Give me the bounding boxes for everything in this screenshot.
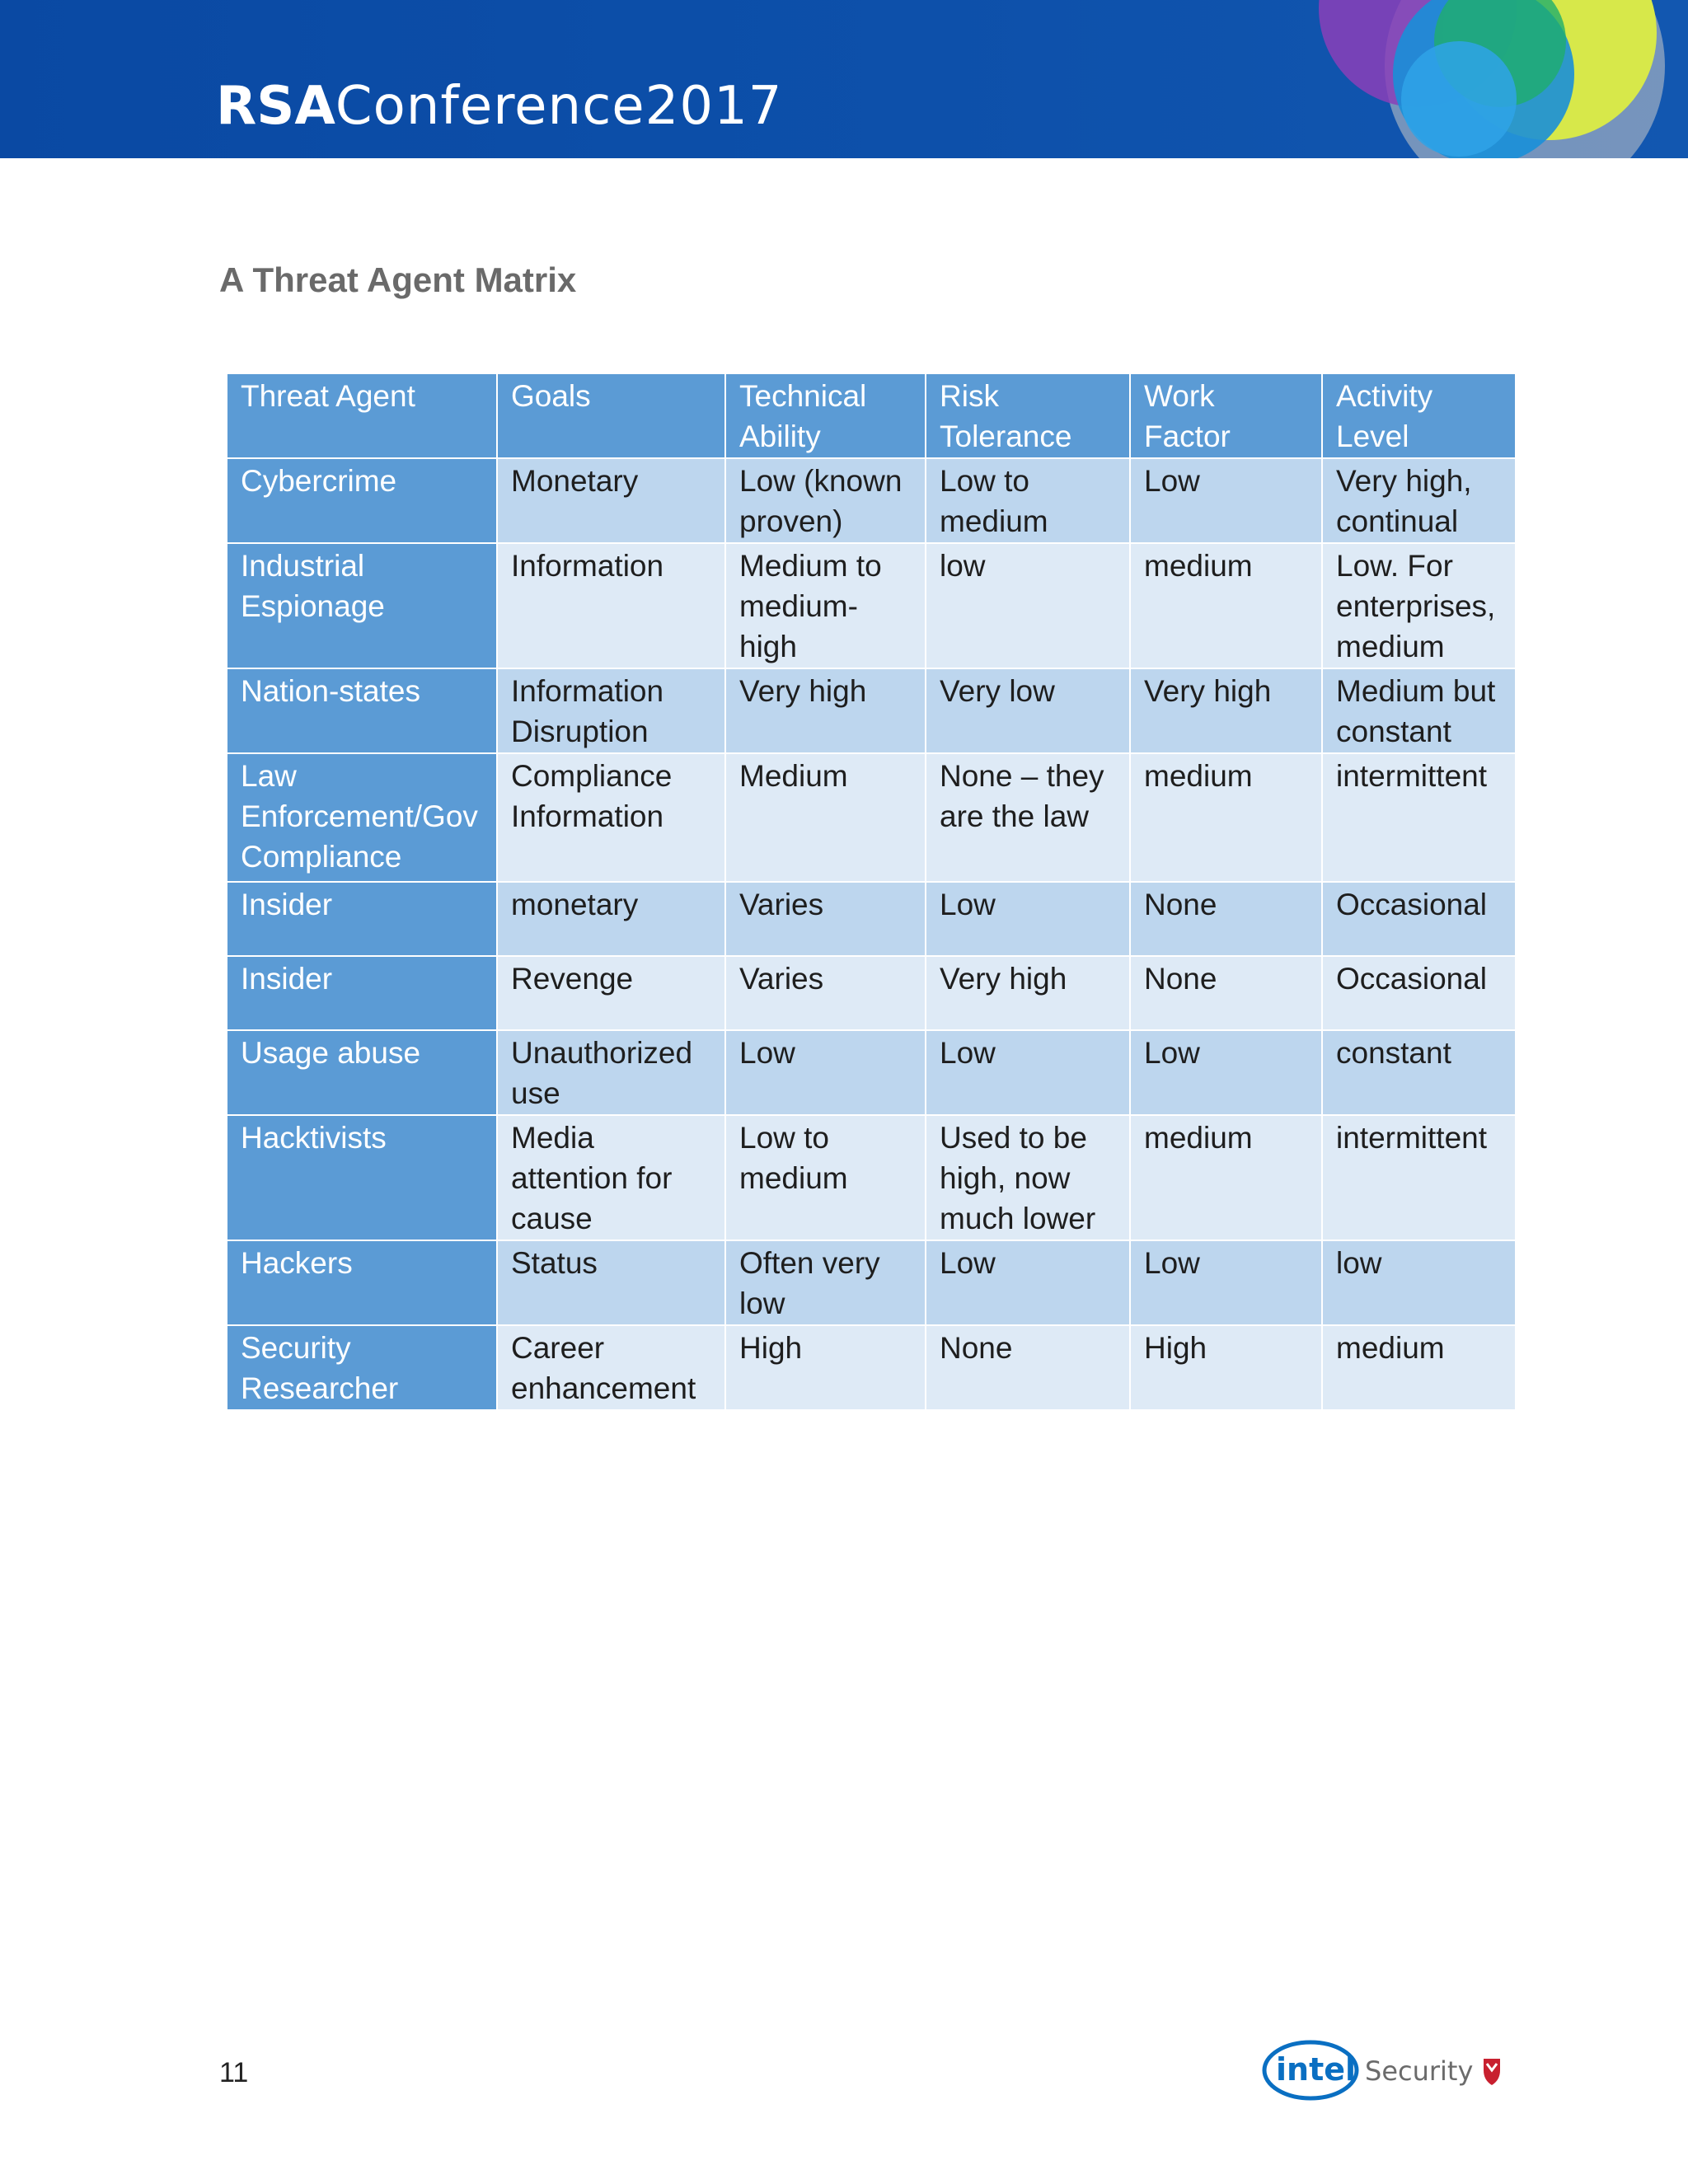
risk-tolerance-cell: Low (926, 882, 1130, 956)
header-threat-agent: Threat Agent (227, 373, 497, 458)
table-row (227, 956, 1516, 1030)
table-row (227, 1325, 1516, 1410)
decorative-circles-graphic (1319, 0, 1665, 158)
work-factor-cell: Low (1130, 458, 1322, 543)
logo-rsa-text: RSA (216, 76, 335, 137)
goals-cell: Information (497, 543, 725, 668)
technical-ability-cell: High (725, 1325, 926, 1410)
risk-tolerance-cell: low (926, 543, 1130, 668)
intel-brand-text: intel (1276, 2051, 1357, 2088)
threat-agent-cell: Security Researcher (227, 1325, 497, 1410)
table-row (227, 668, 1516, 753)
table-row (227, 1240, 1516, 1325)
activity-level-cell: medium (1322, 1325, 1516, 1410)
threat-agent-cell: Law Enforcement/Gov Compliance (227, 753, 497, 882)
work-factor-cell: Low (1130, 1240, 1322, 1325)
work-factor-cell: High (1130, 1325, 1322, 1410)
activity-level-cell: Occasional (1322, 882, 1516, 956)
activity-level-cell: intermittent (1322, 1115, 1516, 1240)
goals-cell: Revenge (497, 956, 725, 1030)
table-row (227, 458, 1516, 543)
goals-cell: Monetary (497, 458, 725, 543)
work-factor-cell: None (1130, 956, 1322, 1030)
activity-level-cell: Medium but constant (1322, 668, 1516, 753)
table-row (227, 543, 1516, 668)
technical-ability-cell: Varies (725, 882, 926, 956)
table-row (227, 1030, 1516, 1115)
goals-cell: Unauthorized use (497, 1030, 725, 1115)
risk-tolerance-cell: Very high (926, 956, 1130, 1030)
technical-ability-cell: Very high (725, 668, 926, 753)
threat-agent-cell: Insider (227, 956, 497, 1030)
header-goals: Goals (497, 373, 725, 458)
technical-ability-cell: Low (725, 1030, 926, 1115)
rsa-conference-logo (216, 76, 783, 142)
work-factor-cell: None (1130, 882, 1322, 956)
table-row (227, 1115, 1516, 1240)
goals-cell: Media attention for cause (497, 1115, 725, 1240)
table-header-row (227, 373, 1516, 458)
risk-tolerance-cell: Low (926, 1030, 1130, 1115)
work-factor-cell: Very high (1130, 668, 1322, 753)
table-row (227, 753, 1516, 882)
technical-ability-cell: Often very low (725, 1240, 926, 1325)
risk-tolerance-cell: Low to medium (926, 458, 1130, 543)
goals-cell: Compliance Information (497, 753, 725, 882)
goals-cell: monetary (497, 882, 725, 956)
risk-tolerance-cell: None – they are the law (926, 753, 1130, 882)
work-factor-cell: medium (1130, 543, 1322, 668)
threat-agent-cell: Cybercrime (227, 458, 497, 543)
activity-level-cell: Low. For enterprises, medium (1322, 543, 1516, 668)
threat-agent-cell: Industrial Espionage (227, 543, 497, 668)
activity-level-cell: low (1322, 1240, 1516, 1325)
logo-conference-text: Conference2017 (335, 76, 783, 137)
header-risk-tolerance: Risk Tolerance (926, 373, 1130, 458)
threat-agent-cell: Hacktivists (227, 1115, 497, 1240)
goals-cell: Career enhancement (497, 1325, 725, 1410)
threat-agent-matrix-table (226, 373, 1517, 1411)
threat-agent-cell: Usage abuse (227, 1030, 497, 1115)
technical-ability-cell: Medium to medium-high (725, 543, 926, 668)
work-factor-cell: medium (1130, 753, 1322, 882)
intel-security-logo (1259, 2031, 1507, 2105)
header-technical-ability: Technical Ability (725, 373, 926, 458)
table-row (227, 882, 1516, 956)
technical-ability-cell: Medium (725, 753, 926, 882)
security-brand-text: Security (1365, 2055, 1474, 2087)
header-work-factor: Work Factor (1130, 373, 1322, 458)
goals-cell: Status (497, 1240, 725, 1325)
work-factor-cell: medium (1130, 1115, 1322, 1240)
activity-level-cell: Very high, continual (1322, 458, 1516, 543)
technical-ability-cell: Varies (725, 956, 926, 1030)
risk-tolerance-cell: Low (926, 1240, 1130, 1325)
activity-level-cell: Occasional (1322, 956, 1516, 1030)
threat-agent-cell: Hackers (227, 1240, 497, 1325)
threat-agent-cell: Nation-states (227, 668, 497, 753)
goals-cell: Information Disruption (497, 668, 725, 753)
risk-tolerance-cell: None (926, 1325, 1130, 1410)
header-banner (0, 0, 1688, 158)
activity-level-cell: intermittent (1322, 753, 1516, 882)
page-number: 11 (219, 2057, 249, 2088)
work-factor-cell: Low (1130, 1030, 1322, 1115)
risk-tolerance-cell: Very low (926, 668, 1130, 753)
activity-level-cell: constant (1322, 1030, 1516, 1115)
threat-agent-cell: Insider (227, 882, 497, 956)
page-title: A Threat Agent Matrix (219, 260, 577, 299)
technical-ability-cell: Low to medium (725, 1115, 926, 1240)
risk-tolerance-cell: Used to be high, now much lower (926, 1115, 1130, 1240)
technical-ability-cell: Low (known proven) (725, 458, 926, 543)
header-activity-level: Activity Level (1322, 373, 1516, 458)
